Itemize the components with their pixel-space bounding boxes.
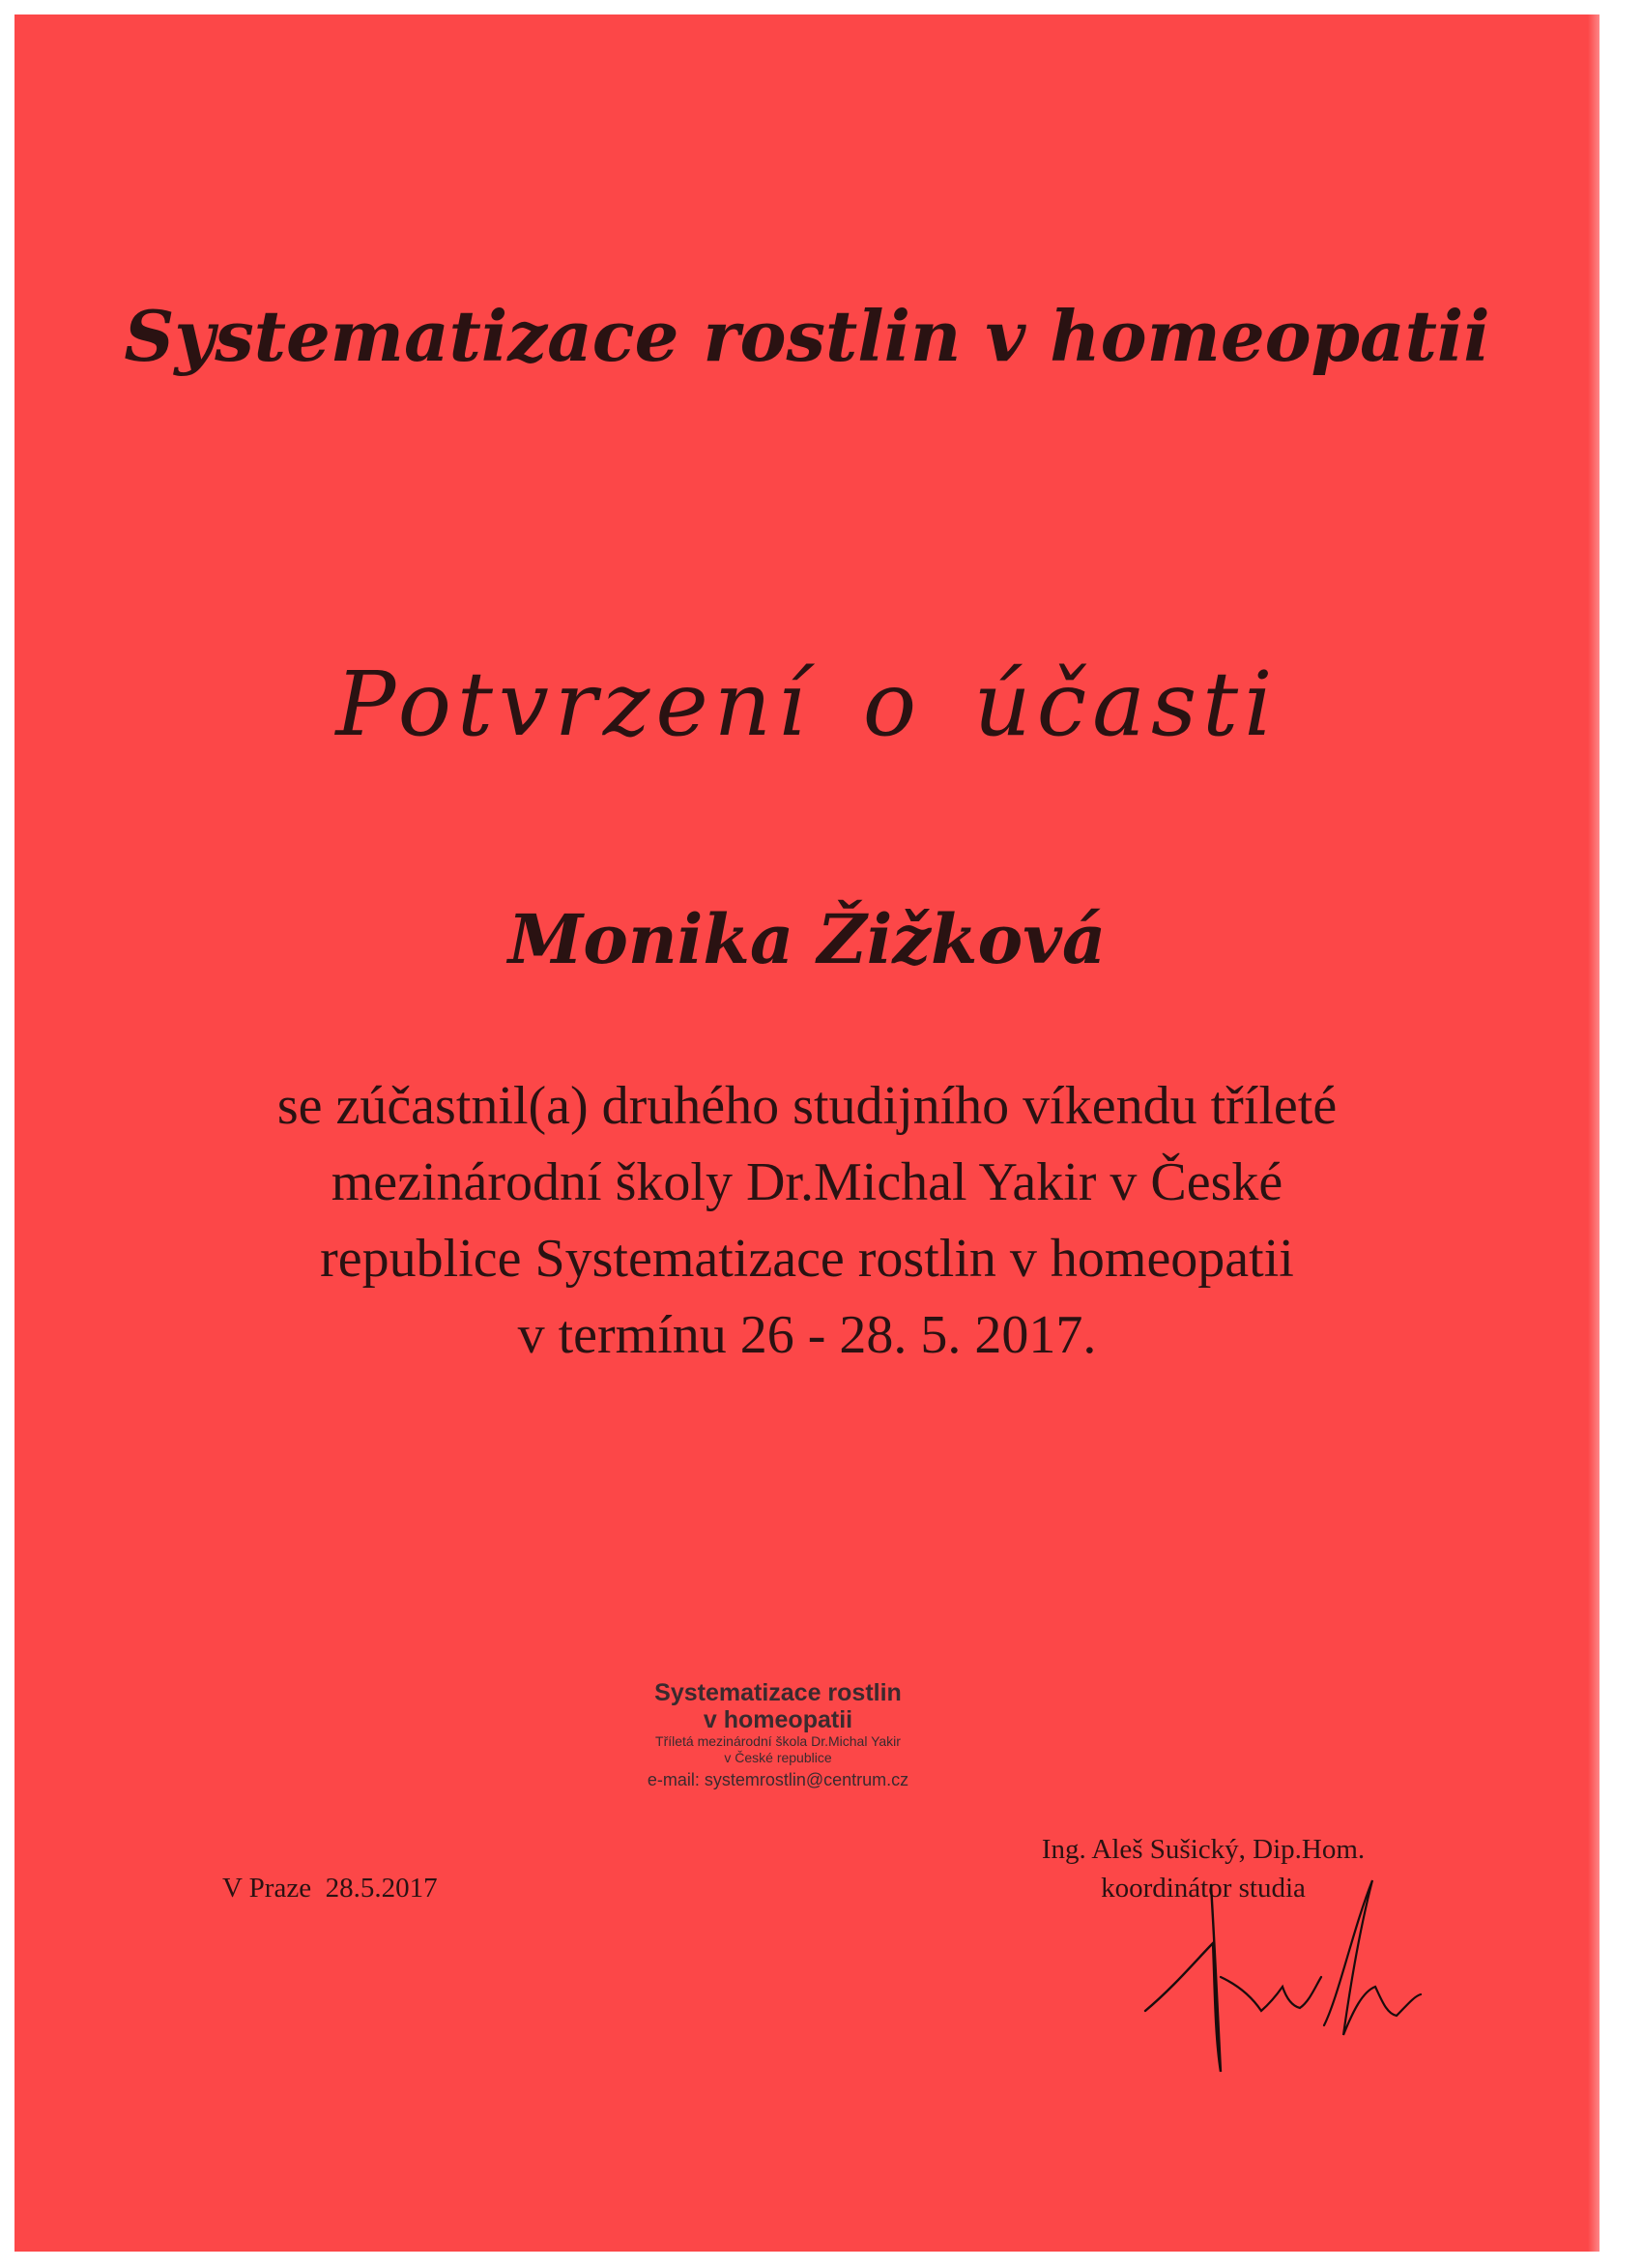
stamp-title-line: v homeopatii — [703, 1706, 853, 1733]
stamp-email: e-mail: systemrostlin@centrum.cz — [647, 1770, 909, 1789]
stamp-country-line: v České republice — [724, 1750, 832, 1765]
place-and-date: V Praze 28.5.2017 — [222, 1873, 438, 1904]
body-line: republice Systematizace rostlin v homeopatii — [320, 1229, 1294, 1289]
body-line: v termínu 26 - 28. 5. 2017. — [517, 1305, 1097, 1365]
certificate-sheet — [14, 15, 1600, 2252]
certificate-body — [14, 1068, 1600, 1374]
stamp-title-line: Systematizace rostlin — [654, 1679, 902, 1706]
body-line: se zúčastnil(a) druhého studijního víkendu tříleté — [276, 1076, 1338, 1136]
signer-role: koordinátor studia — [1101, 1873, 1306, 1904]
recipient-name: Monika Žižková — [507, 899, 1107, 979]
certificate-title: Systematizace rostlin v homeopatii — [124, 295, 1490, 377]
organization-stamp — [585, 1679, 971, 1791]
body-line: mezinárodní školy Dr.Michal Yakir v České — [331, 1152, 1283, 1212]
stamp-school-line: Tříletá mezinárodní škola Dr.Michal Yakir — [655, 1733, 901, 1749]
signer-name: Ing. Aleš Sušický, Dip.Hom. — [1041, 1834, 1366, 1865]
certificate-subtitle: Potvrzení o účasti — [335, 653, 1279, 756]
handwritten-signature — [1107, 1842, 1455, 2074]
